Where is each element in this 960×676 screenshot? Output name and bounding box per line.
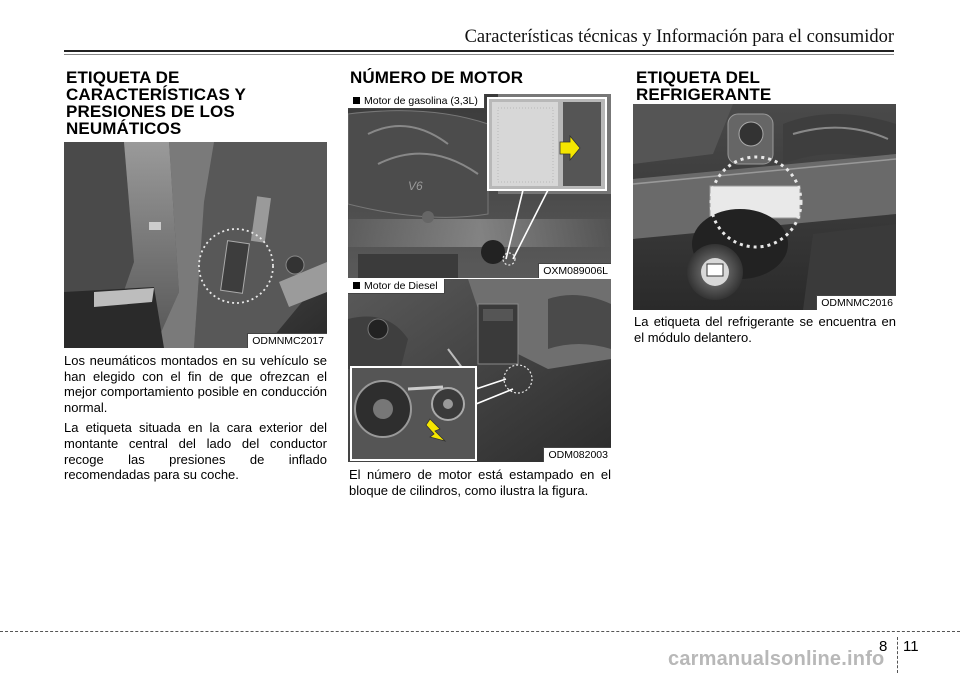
engine-number-text [349, 467, 611, 503]
diesel-engine-tag [348, 279, 445, 294]
site-watermark: carmanualsonline.info [668, 648, 885, 670]
gasoline-photo-code: OXM089006L [538, 263, 611, 278]
tire-photo-code: ODMNMC2017 [247, 333, 327, 348]
page-number-separator [897, 637, 898, 673]
tire-label-photo [64, 142, 327, 348]
tire-paragraph-2: La etiqueta situada en la cara exterior del montante central del lado del conductor recoge las presiones de inflado recomendadas para su coche. [64, 420, 327, 483]
running-header: Características técnicas y Información para el consumidor [464, 27, 894, 47]
gasoline-engine-illustration [348, 94, 611, 278]
coolant-label-photo [633, 104, 896, 310]
svg-text:V6: V6 [408, 179, 423, 193]
diesel-engine-illustration [348, 279, 611, 462]
gasoline-engine-tag [348, 94, 485, 109]
tire-heading-line-2: CARACTERÍSTICAS Y [66, 85, 246, 104]
gasoline-engine-photo [348, 94, 611, 278]
coolant-label-text [634, 314, 896, 350]
footer-dashed-rule [0, 631, 960, 632]
engine-number-heading: NÚMERO DE MOTOR [350, 68, 524, 87]
bullet-square-icon [353, 97, 360, 104]
door-pillar-illustration [64, 142, 327, 348]
chapter-number: 8 [879, 638, 888, 655]
coolant-label-heading [636, 69, 771, 103]
front-module-illustration [633, 104, 896, 310]
tire-paragraph-1: Los neumáticos montados en su vehículo se han elegido con el fin de que ofrezcan el mejor comportamiento posible en conducción normal. [64, 353, 327, 415]
diesel-photo-code: ODM082003 [543, 447, 611, 462]
tire-heading-line-4: NEUMÁTICOS [66, 119, 182, 138]
tire-heading-line-3: PRESIONES DE LOS [66, 102, 235, 121]
tire-heading-line-1: ETIQUETA DE [66, 68, 180, 87]
bullet-square-icon [353, 282, 360, 289]
header-rule-thin [64, 54, 894, 55]
diesel-engine-tag-text: Motor de Diesel [364, 280, 438, 292]
diesel-engine-photo [348, 279, 611, 462]
page-number: 11 [903, 638, 919, 655]
coolant-heading-line-2: REFRIGERANTE [636, 85, 772, 104]
header-rule [64, 50, 894, 52]
coolant-photo-code: ODMNMC2016 [816, 295, 896, 310]
gasoline-engine-tag-text: Motor de gasolina (3,3L) [364, 95, 478, 107]
tire-label-heading [66, 69, 246, 137]
coolant-heading-line-1: ETIQUETA DEL [636, 68, 760, 87]
engine-paragraph: El número de motor está estampado en el bloque de cilindros, como ilustra la figura. [349, 467, 611, 498]
coolant-paragraph: La etiqueta del refrigerante se encuentra en el módulo delantero. [634, 314, 896, 345]
tire-label-text [64, 353, 327, 488]
